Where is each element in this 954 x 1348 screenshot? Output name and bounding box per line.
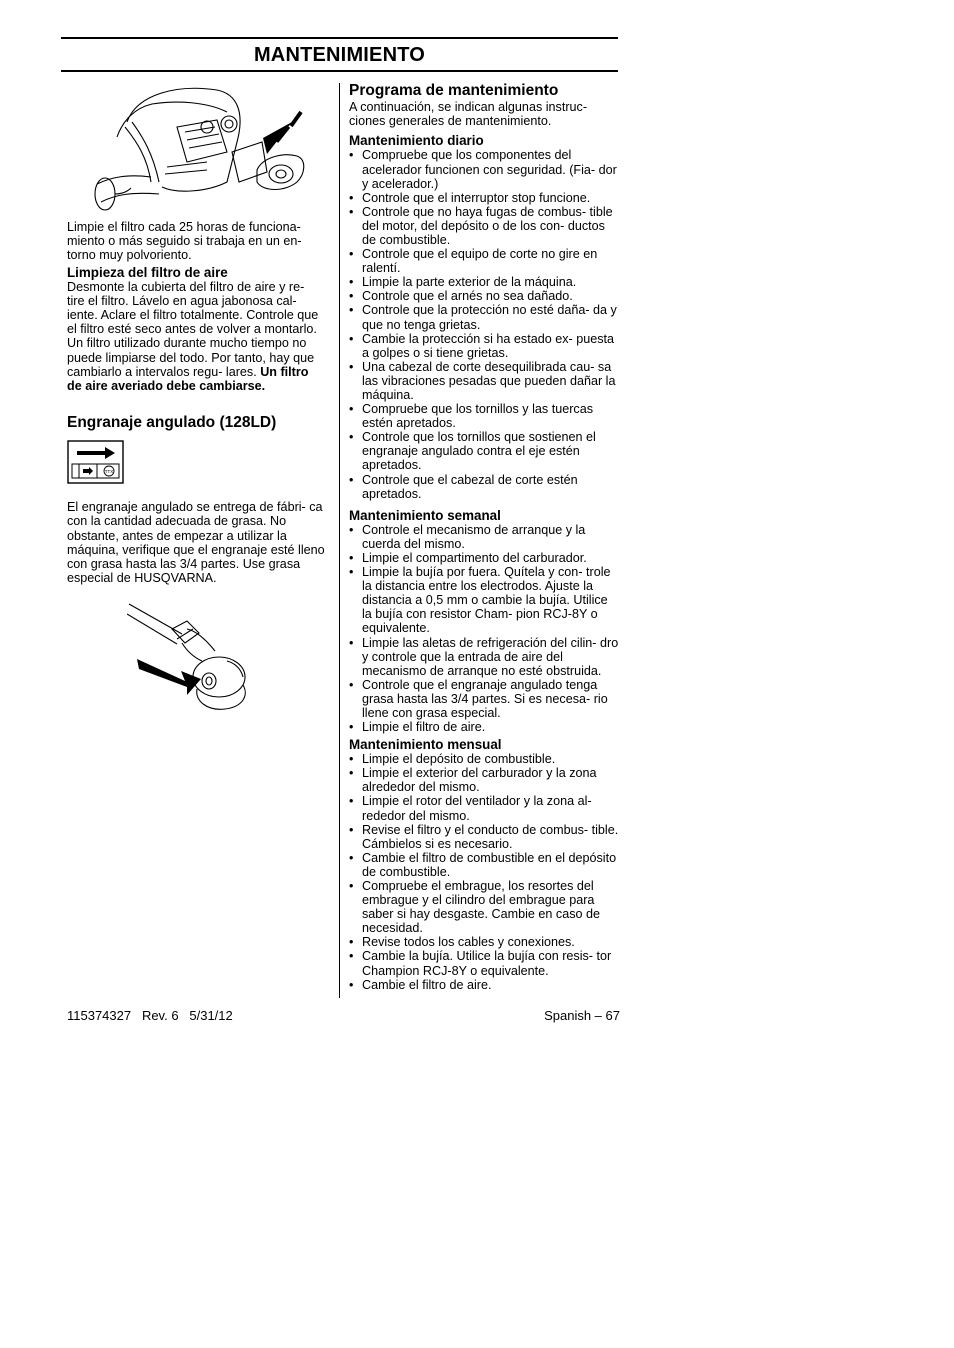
document-info: 115374327 Rev. 6 5/31/12 xyxy=(67,1008,233,1023)
weekly-list xyxy=(349,523,619,734)
right-column xyxy=(349,82,619,992)
maintenance-intro: A continuación, se indican algunas instruc- ciones generales de mantenimiento. xyxy=(349,100,588,129)
air-filter-warning: Un filtro de aire averiado debe cambiarse. xyxy=(67,364,309,394)
left-column xyxy=(67,82,325,719)
daily-heading: Mantenimiento diario xyxy=(349,133,484,149)
list-item: • Controle que los tornillos que sostienen el engranaje angulado contra el eje estén apretados. xyxy=(349,430,619,472)
list-item: • Una cabezal de corte desequilibrada cau- sa las vibraciones pesadas que pueden dañar la máquina. xyxy=(349,360,619,402)
list-item: • Compruebe que los tornillos y las tuercas estén apretados. xyxy=(349,402,619,430)
gear-paragraph: El engranaje angulado se entrega de fábri- ca con la cantidad adecuada de grasa. No obstante, antes de empezar a utilizar la máquina, verifique que el engranaje esté lleno con grasa hasta las 3/4 partes. Use grasa especial de HUSQVARNA. xyxy=(67,500,325,586)
air-filter-illustration xyxy=(67,82,317,217)
header-rule-top xyxy=(61,37,618,39)
list-item: • Cambie la bujía. Utilice la bujía con resis- tor Champion RCJ-8Y o equivalente. xyxy=(349,949,619,977)
page-number: Spanish – 67 xyxy=(544,1008,620,1023)
list-item: • Compruebe que los componentes del acelerador funcionen con seguridad. (Fia- dor y acelerador.) xyxy=(349,148,619,190)
list-item: • Controle que el engranaje angulado tenga grasa hasta las 3/4 partes. Si es necesa- rio llene con grasa especial. xyxy=(349,678,619,720)
air-filter-text: Desmonte la cubierta del filtro de aire y re- tire el filtro. Lávelo en agua jabonosa cal- iente. Aclare el filtro totalmente. Controle que el filtro esté seco antes de volver a montarlo. Un filtro utilizado durante mucho tiempo no puede limpiarse del todo. Por tanto, hay que cambiarlo a intervalos regu- lares. xyxy=(67,279,319,379)
lubrication-icon-label: TTX xyxy=(104,469,114,475)
air-filter-heading: Limpieza del filtro de aire xyxy=(67,264,228,280)
list-item: • Limpie el compartimento del carburador. xyxy=(349,551,619,565)
monthly-list xyxy=(349,752,619,992)
list-item: • Limpie las aletas de refrigeración del cilin- dro y controle que la entrada de aire del mecanismo de arranque no esté obstruida. xyxy=(349,636,619,678)
list-item: • Limpie el filtro de aire. xyxy=(349,720,619,734)
air-filter-paragraph xyxy=(67,280,325,394)
header-rule-bottom xyxy=(61,70,618,72)
filter-intro-text: Limpie el filtro cada 25 horas de funciona- miento o más seguido si trabaja en un en- torno muy polvoriento. xyxy=(67,220,302,263)
list-item: • Controle que el equipo de corte no gire en ralentí. xyxy=(349,247,619,275)
list-item: • Controle el mecanismo de arranque y la cuerda del mismo. xyxy=(349,523,619,551)
list-item: • Controle que la protección no esté daña- da y que no tenga grietas. xyxy=(349,303,619,331)
list-item: • Revise el filtro y el conducto de combus- tible. Cámbielos si es necesario. xyxy=(349,823,619,851)
daily-list xyxy=(349,148,619,500)
list-item: • Compruebe el embrague, los resortes del embrague y el cilindro del embrague para saber si hay desgaste. Cambie en caso de necesidad. xyxy=(349,879,619,935)
list-item: • Cambie el filtro de aire. xyxy=(349,978,619,992)
column-divider xyxy=(339,83,340,998)
list-item: • Controle que no haya fugas de combus- tible del motor, del depósito o de los con- ductos de combustible. xyxy=(349,205,619,247)
list-item: • Controle que el interruptor stop funcione. xyxy=(349,191,619,205)
list-item: • Limpie el rotor del ventilador y la zona al- rededor del mismo. xyxy=(349,794,619,822)
list-item: • Cambie la protección si ha estado ex- puesta a golpes o si tiene grietas. xyxy=(349,332,619,360)
monthly-heading: Mantenimiento mensual xyxy=(349,737,502,753)
list-item: • Limpie la parte exterior de la máquina. xyxy=(349,275,619,289)
list-item: • Revise todos los cables y conexiones. xyxy=(349,935,619,949)
list-item: • Limpie la bujía por fuera. Quítela y con- trole la distancia entre los electrodos. Ajuste la distancia a 0,5 mm o cambie la bujía. Utilice la bujía con resistor Cham- pion RCJ-8Y o equivalente. xyxy=(349,565,619,635)
weekly-heading: Mantenimiento semanal xyxy=(349,507,501,523)
page-title: MANTENIMIENTO xyxy=(253,44,426,66)
list-item: • Limpie el exterior del carburador y la zona alrededor del mismo. xyxy=(349,766,619,794)
lubrication-icon xyxy=(67,440,125,486)
list-item: • Limpie el depósito de combustible. xyxy=(349,752,619,766)
list-item: • Controle que el arnés no sea dañado. xyxy=(349,289,619,303)
angle-gear-illustration xyxy=(127,599,307,719)
maintenance-schedule-heading: Programa de mantenimiento xyxy=(349,82,559,99)
gear-heading: Engranaje angulado (128LD) xyxy=(67,414,277,432)
list-item: • Controle que el cabezal de corte estén apretados. xyxy=(349,473,619,501)
list-item: • Cambie el filtro de combustible en el depósito de combustible. xyxy=(349,851,619,879)
